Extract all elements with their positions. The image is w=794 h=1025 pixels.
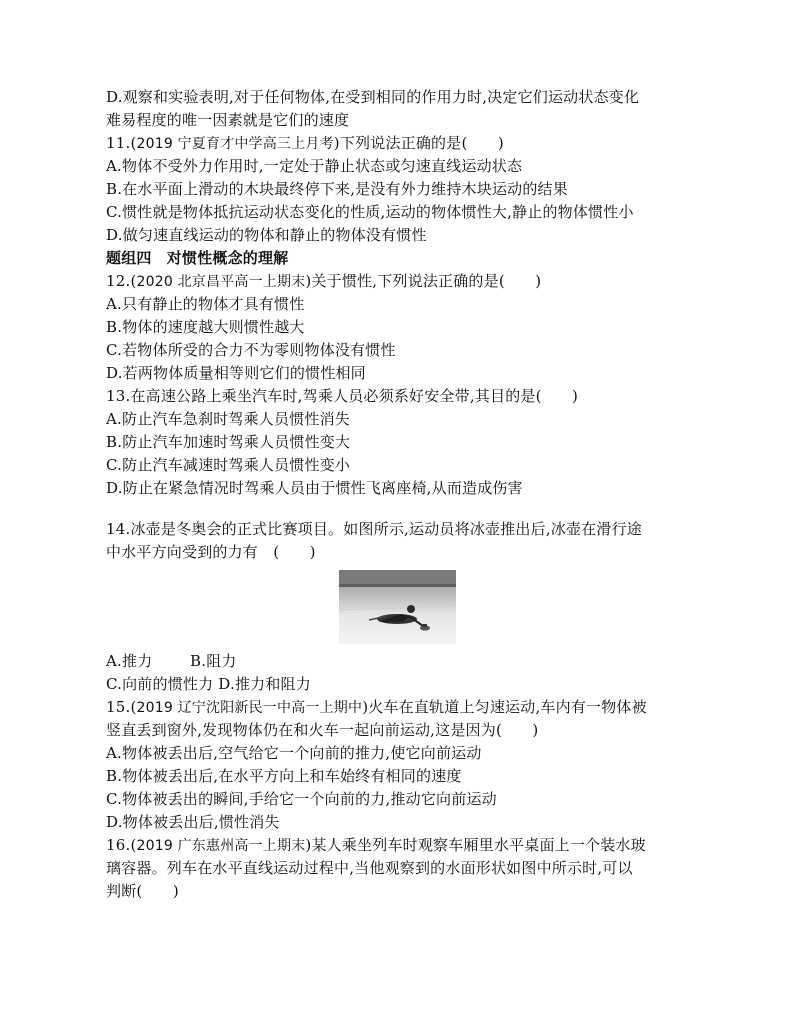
q15-option-b: B.物体被丢出后,在水平方向上和车始终有相同的速度: [106, 767, 462, 785]
q11-option-c: C.惯性就是物体抵抗运动状态变化的性质,运动的物体惯性大,静止的物体惯性小: [106, 203, 634, 221]
document-page: [106, 86, 706, 903]
q14-option-b: B.阻力: [190, 652, 237, 670]
q13-stem: 13.在高速公路上乘坐汽车时,驾乘人员必须系好安全带,其目的是( ): [106, 387, 579, 405]
q15-stem-line2: 竖直丢到窗外,发现物体仍在和火车一起向前运动,这是因为( ): [106, 721, 539, 739]
q16-stem-line1: [106, 834, 706, 857]
q15-stem-rest: )火车在直轨道上匀速运动,车内有一物体被: [362, 698, 647, 716]
q16-stem-rest: )某人乘坐列车时观察车厢里水平桌面上一个装水玻: [305, 836, 646, 854]
q11-number: 11.(: [106, 134, 137, 152]
q12-source: 2020 北京昌平高一上期末: [136, 274, 306, 290]
q14-option-c: C.向前的惯性力: [106, 675, 214, 693]
q12-stem-text: )关于惯性,下列说法正确的是( ): [305, 272, 542, 290]
q11-option-b: B.在水平面上滑动的木块最终停下来,是没有外力维持木块运动的结果: [106, 180, 568, 198]
q10-option-d-line1: D.观察和实验表明,对于任何物体,在受到相同的作用力时,决定它们运动状态变化: [106, 88, 640, 106]
q15-option-c: C.物体被丢出的瞬间,手给它一个向前的力,推动它向前运动: [106, 790, 497, 808]
q13-option-a: A.防止汽车急刹时驾乘人员惯性消失: [106, 410, 351, 428]
q15-number: 15.(: [106, 698, 137, 716]
curling-photo: [339, 570, 456, 644]
curling-illustration: [339, 570, 456, 644]
q12-option-a: A.只有静止的物体才具有惯性: [106, 295, 305, 313]
q15-option-d: D.物体被丢出后,惯性消失: [106, 813, 280, 831]
q16-number: 16.(: [106, 836, 137, 854]
q15-option-a: A.物体被丢出后,空气给它一个向前的推力,使它向前运动: [106, 744, 482, 762]
q14-option-d: D.推力和阻力: [218, 675, 311, 693]
q12-option-b: B.物体的速度越大则惯性越大: [106, 318, 305, 336]
q12-stem: [106, 270, 706, 293]
q16-source: 2019 广东惠州高一上期末: [136, 838, 306, 854]
q15-stem-line1: [106, 696, 706, 719]
q16-stem-line3: 判断( ): [106, 882, 179, 900]
q14-option-a: A.推力: [106, 652, 153, 670]
q15-source: 2019 辽宁沈阳新民一中高一上期中: [136, 700, 363, 716]
q11-option-d: D.做匀速直线运动的物体和静止的物体没有惯性: [106, 226, 427, 244]
q12-option-d: D.若两物体质量相等则它们的惯性相同: [106, 364, 366, 382]
q16-stem-line2: 璃容器。列车在水平直线运动过程中,当他观察到的水面形状如图中所示时,可以: [106, 859, 633, 877]
q10-option-d-line2: 难易程度的唯一因素就是它们的速度: [106, 111, 350, 129]
q14-stem-line1: 14.冰壶是冬奥会的正式比赛项目。如图所示,运动员将冰壶推出后,冰壶在滑行途: [106, 520, 642, 538]
q12-option-c: C.若物体所受的合力不为零则物体没有惯性: [106, 341, 396, 359]
q13-option-c: C.防止汽车减速时驾乘人员惯性变小: [106, 456, 351, 474]
q12-number: 12.(: [106, 272, 137, 290]
q14-stem-line2: 中水平方向受到的力有 ( ): [106, 543, 316, 561]
spacer: [106, 500, 706, 518]
q13-option-b: B.防止汽车加速时驾乘人员惯性变大: [106, 433, 351, 451]
q11-stem: [106, 132, 706, 155]
q14-options-row1: [106, 650, 706, 673]
q11-source: 2019 宁夏育才中学高三上月考: [136, 136, 334, 152]
q14-options-row2: [106, 673, 706, 696]
group4-heading: 题组四 对惯性概念的理解: [106, 249, 289, 267]
q11-option-a: A.物体不受外力作用时,一定处于静止状态或匀速直线运动状态: [106, 157, 523, 175]
q11-stem-text: )下列说法正确的是( ): [333, 134, 504, 152]
q13-option-d: D.防止在紧急情况时驾乘人员由于惯性飞离座椅,从而造成伤害: [106, 479, 523, 497]
